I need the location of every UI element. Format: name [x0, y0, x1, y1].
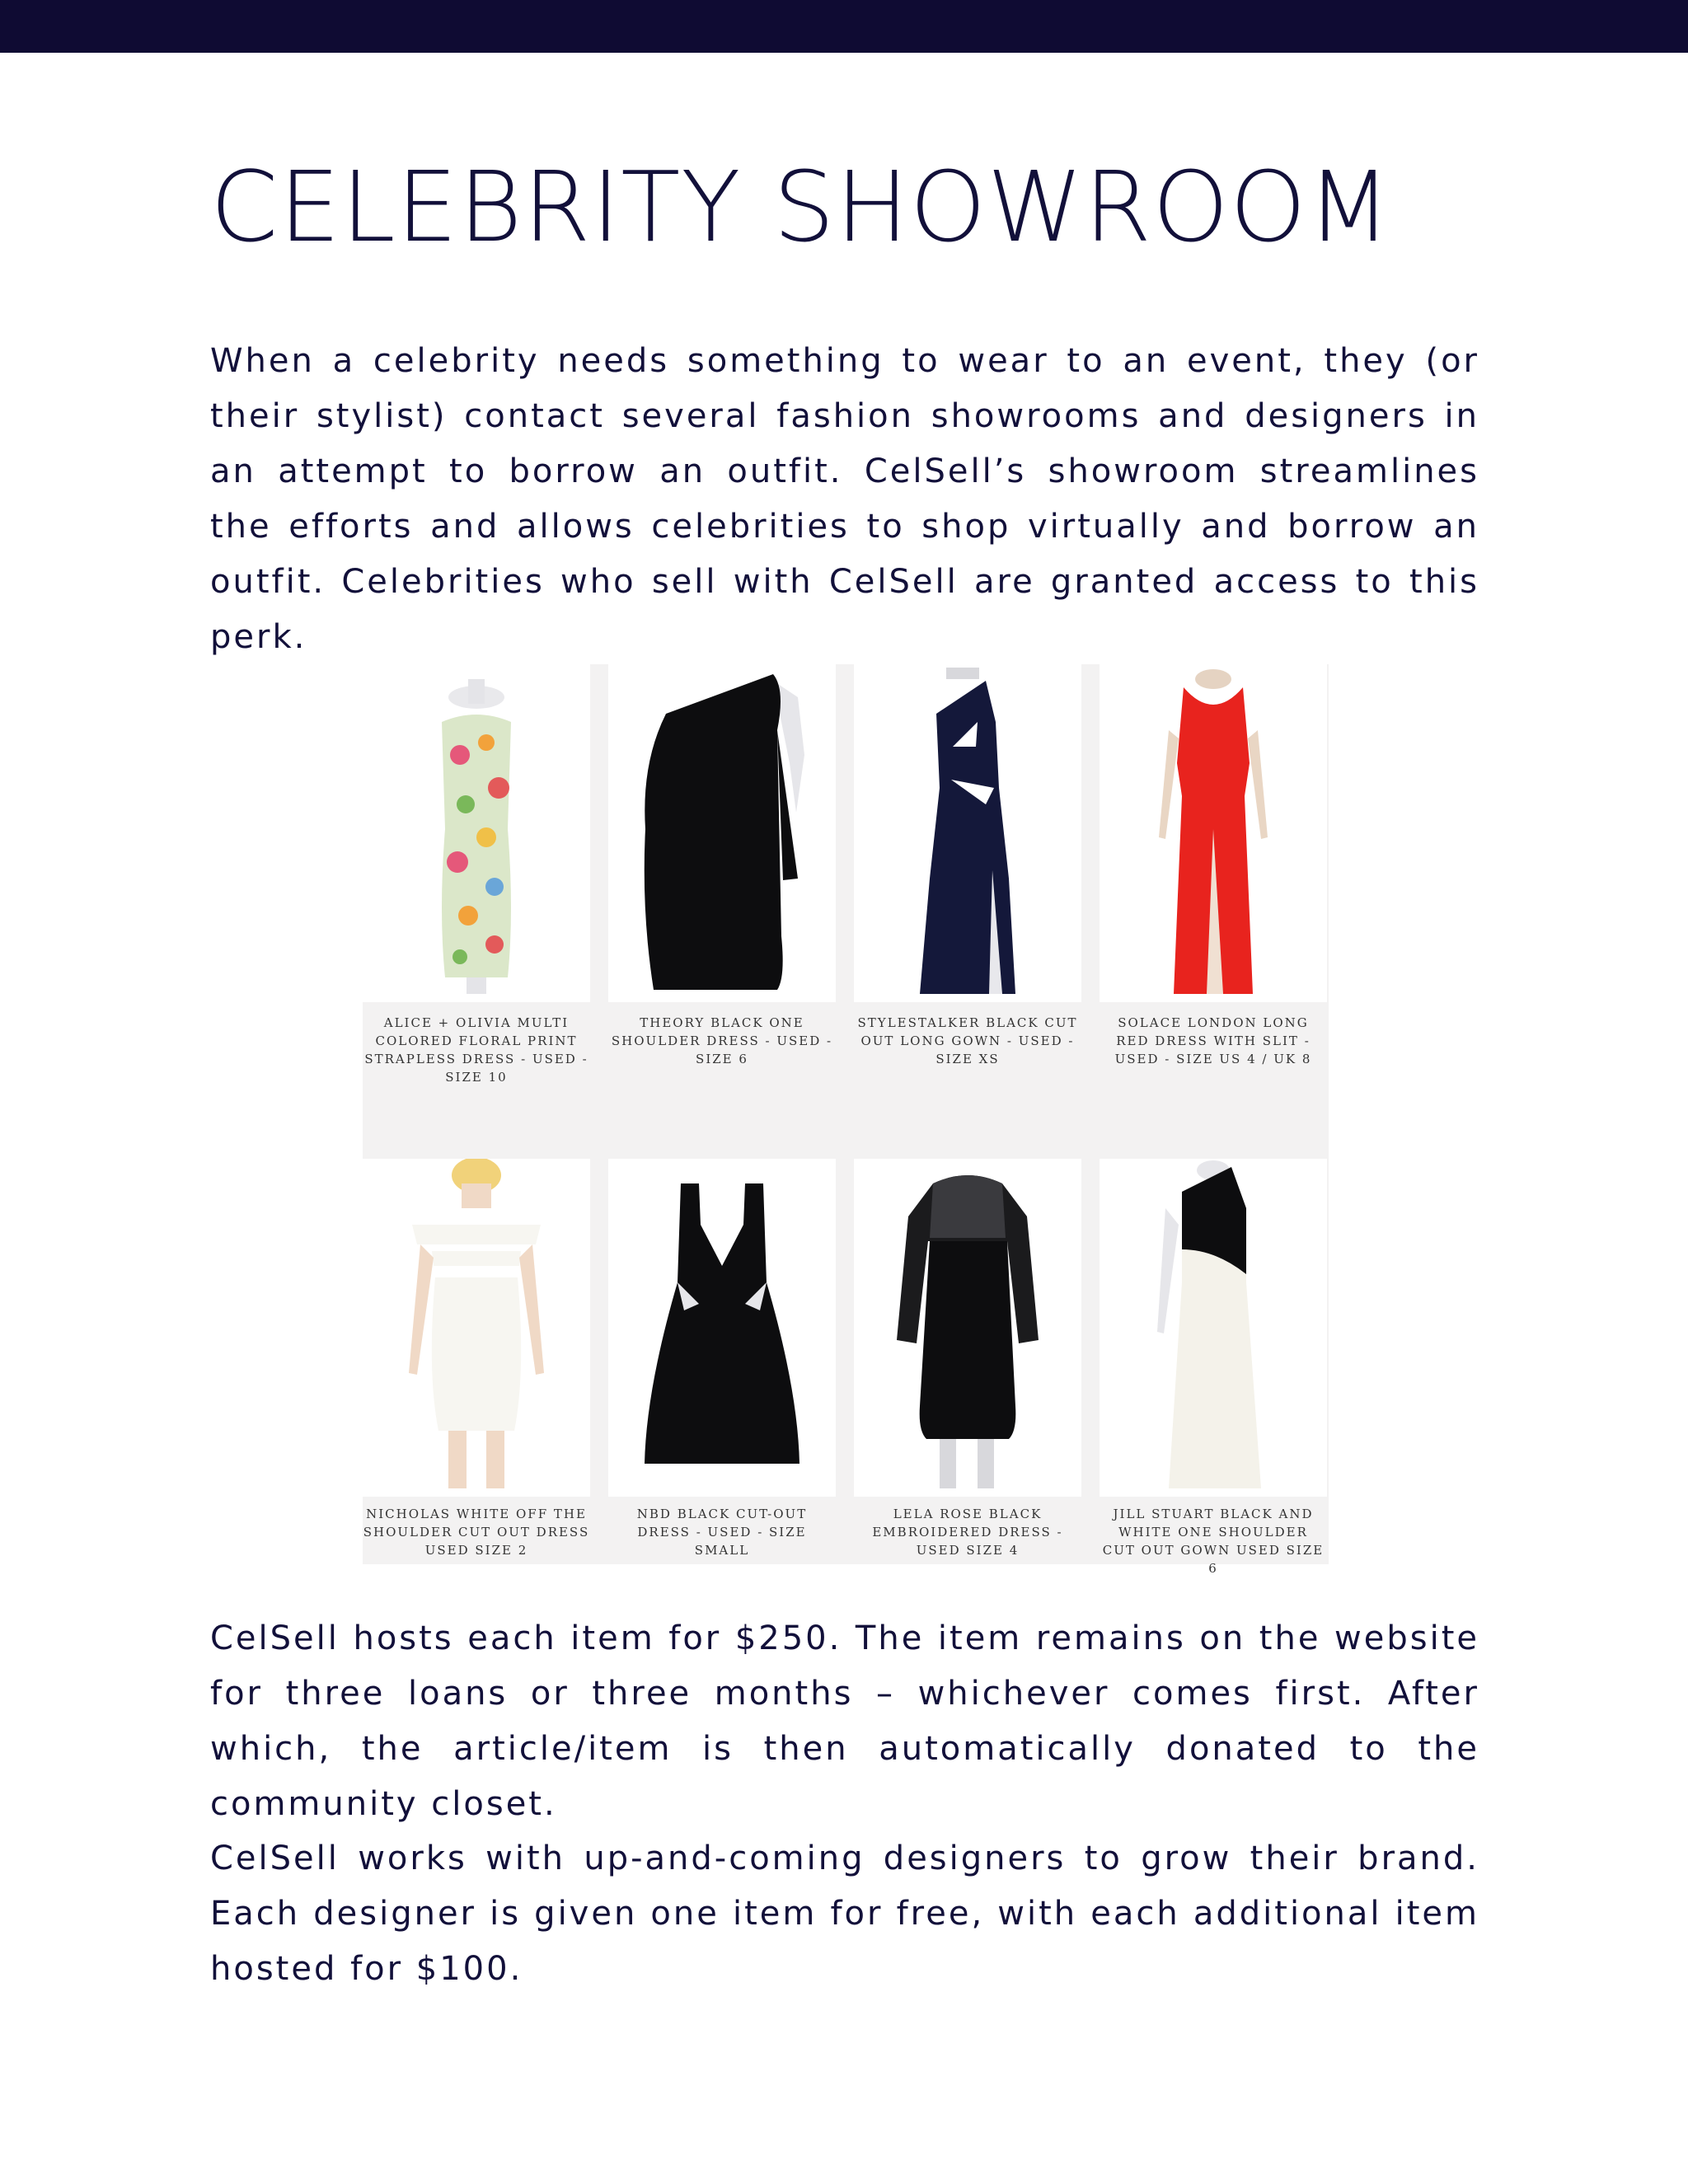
designers-paragraph: CelSell works with up-and-coming designers to grow their brand. Each designer is given one item for free, with each additional item hosted for $100. — [210, 1840, 1479, 1988]
product-image-black-white-gown[interactable] — [1100, 1159, 1327, 1497]
product-caption: STYLESTALKER BLACK CUT OUT LONG GOWN - USED - SIZE XS — [857, 1015, 1078, 1066]
pricing-paragraph: CelSell hosts each item for $250. The item remains on the website for three loans or three months – whichever comes first. After which, the article/item is then automatically donated to the community closet. — [210, 1619, 1479, 1823]
product-image-floral-dress[interactable] — [363, 664, 590, 1002]
page-title: CELEBRITY SHOWROOM — [210, 150, 1392, 264]
product-caption: SOLACE LONDON LONG RED DRESS WITH SLIT - USED - SIZE US 4 / UK 8 — [1114, 1015, 1312, 1066]
product-image-black-cutout-dress[interactable] — [608, 1159, 836, 1497]
product-caption: JILL STUART BLACK AND WHITE ONE SHOULDER CUT OUT GOWN USED SIZE 6 — [1102, 1507, 1325, 1576]
intro-paragraph: When a celebrity needs something to wear to an event, they (or their stylist) contact several fashion showrooms and designers in an attempt to borrow an outfit. CelSell’s showroom streamlines the efforts and allows celebrities to shop virtually and borrow an outfit. Celebrities who sell with CelSell are granted access to this perk. — [210, 342, 1479, 656]
product-caption: ALICE + OLIVIA MULTI COLORED FLORAL PRINT STRAPLESS DRESS - USED - SIZE 10 — [364, 1015, 588, 1085]
product-image-red-gown[interactable] — [1100, 664, 1327, 1002]
product-image-black-lace-dress[interactable] — [854, 1159, 1081, 1497]
product-gallery — [363, 664, 1329, 1576]
product-caption: NBD BLACK CUT-OUT DRESS - USED - SIZE SMALL — [636, 1507, 808, 1558]
product-image-black-one-shoulder-dress[interactable] — [608, 664, 836, 1002]
product-image-navy-cutout-gown[interactable] — [854, 664, 1081, 1002]
header-bar — [0, 0, 1688, 53]
product-image-white-off-shoulder-dress[interactable] — [363, 1159, 590, 1497]
product-caption: THEORY BLACK ONE SHOULDER DRESS - USED - SIZE 6 — [611, 1015, 833, 1066]
product-caption: NICHOLAS WHITE OFF THE SHOULDER CUT OUT DRESS USED SIZE 2 — [363, 1507, 590, 1558]
product-caption: LELA ROSE BLACK EMBROIDERED DRESS - USED SIZE 4 — [872, 1507, 1063, 1558]
